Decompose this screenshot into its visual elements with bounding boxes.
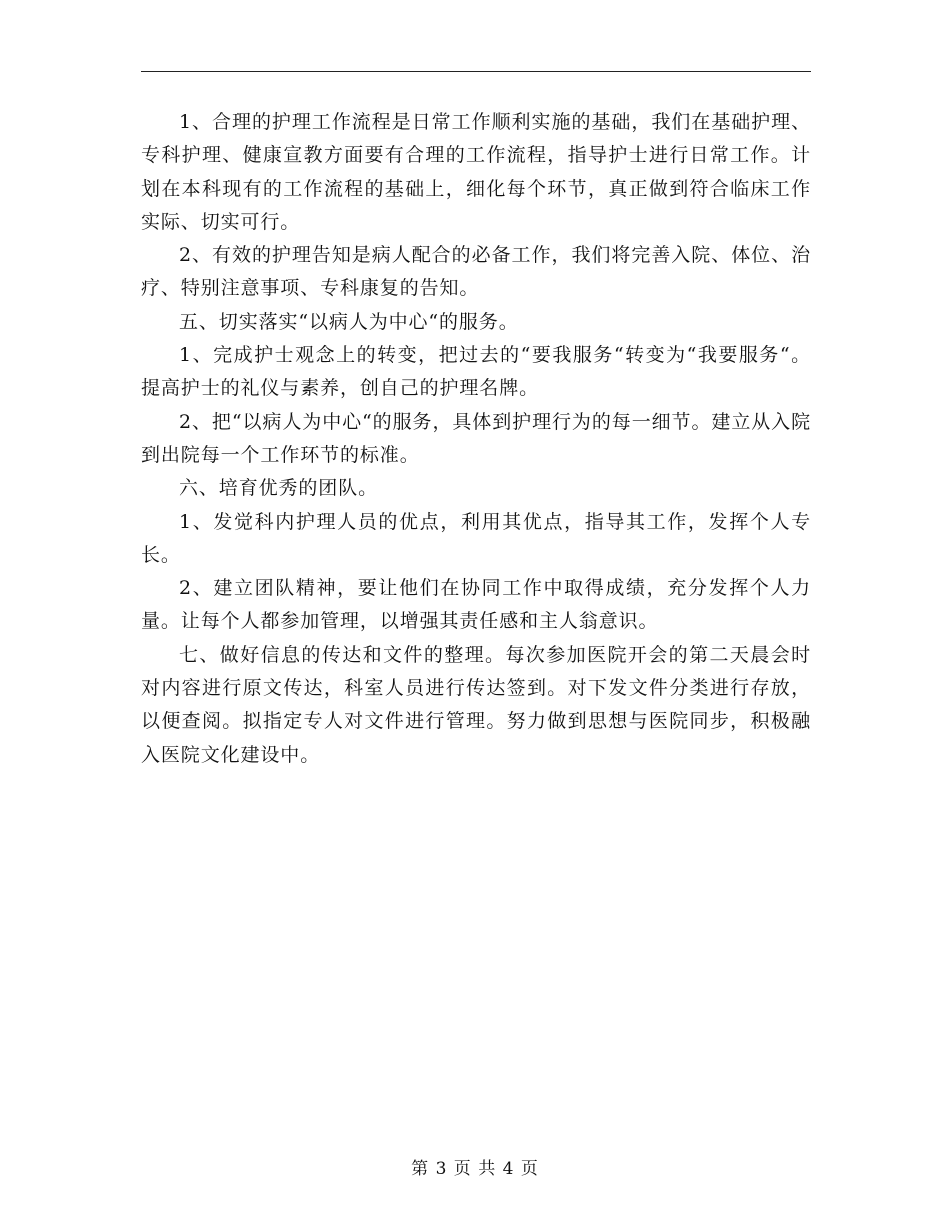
section-heading-team: 六、培育优秀的团队。 <box>179 477 379 500</box>
paragraph-strengths: 1、发觉科内护理人员的优点，利用其优点，指导其工作，发挥个人专长。 <box>141 510 811 566</box>
footer-current-page: 3 <box>435 1159 448 1179</box>
paragraph-service-details: 2、把“以病人为中心“的服务，具体到护理行为的每一细节。建立从入院到出院每一个工作环节的标准。 <box>141 410 811 466</box>
header-rule <box>141 71 811 72</box>
paragraph-mindset-change: 1、完成护士观念上的转变，把过去的“要我服务“转变为“我要服务“。提高护士的礼仪与素养，创自己的护理名牌。 <box>141 344 811 400</box>
footer-middle: 页 共 <box>453 1159 497 1179</box>
page-footer <box>0 1154 950 1179</box>
paragraph-workflow: 1、合理的护理工作流程是日常工作顺利实施的基础，我们在基础护理、专科护理、健康宣教方面要有合理的工作流程，指导护士进行日常工作。计划在本科现有的工作流程的基础上，细化每个环节，真正做到符合临床工作实际、切实可行。 <box>141 111 811 233</box>
footer-suffix: 页 <box>520 1159 539 1179</box>
footer-total-pages: 4 <box>502 1159 515 1179</box>
section-heading-information: 七、做好信息的传达和文件的整理。每次参加医院开会的第二天晨会时对内容进行原文传达，科室人员进行传达签到。对下发文件分类进行存放，以便查阅。拟指定专人对文件进行管理。努力做到思想与医院同步，积极融入医院文化建设中。 <box>141 643 811 766</box>
section-heading-patient-centered: 五、切实落实“以病人为中心“的服务。 <box>179 310 519 333</box>
paragraph-notification: 2、有效的护理告知是病人配合的必备工作，我们将完善入院、体位、治疗、特别注意事项、专科康复的告知。 <box>141 244 811 300</box>
footer-prefix: 第 <box>411 1159 430 1179</box>
paragraph-team-spirit: 2、建立团队精神，要让他们在协同工作中取得成绩，充分发挥个人力量。让每个人都参加管理，以增强其责任感和主人翁意识。 <box>141 577 811 633</box>
document-body <box>141 106 811 772</box>
